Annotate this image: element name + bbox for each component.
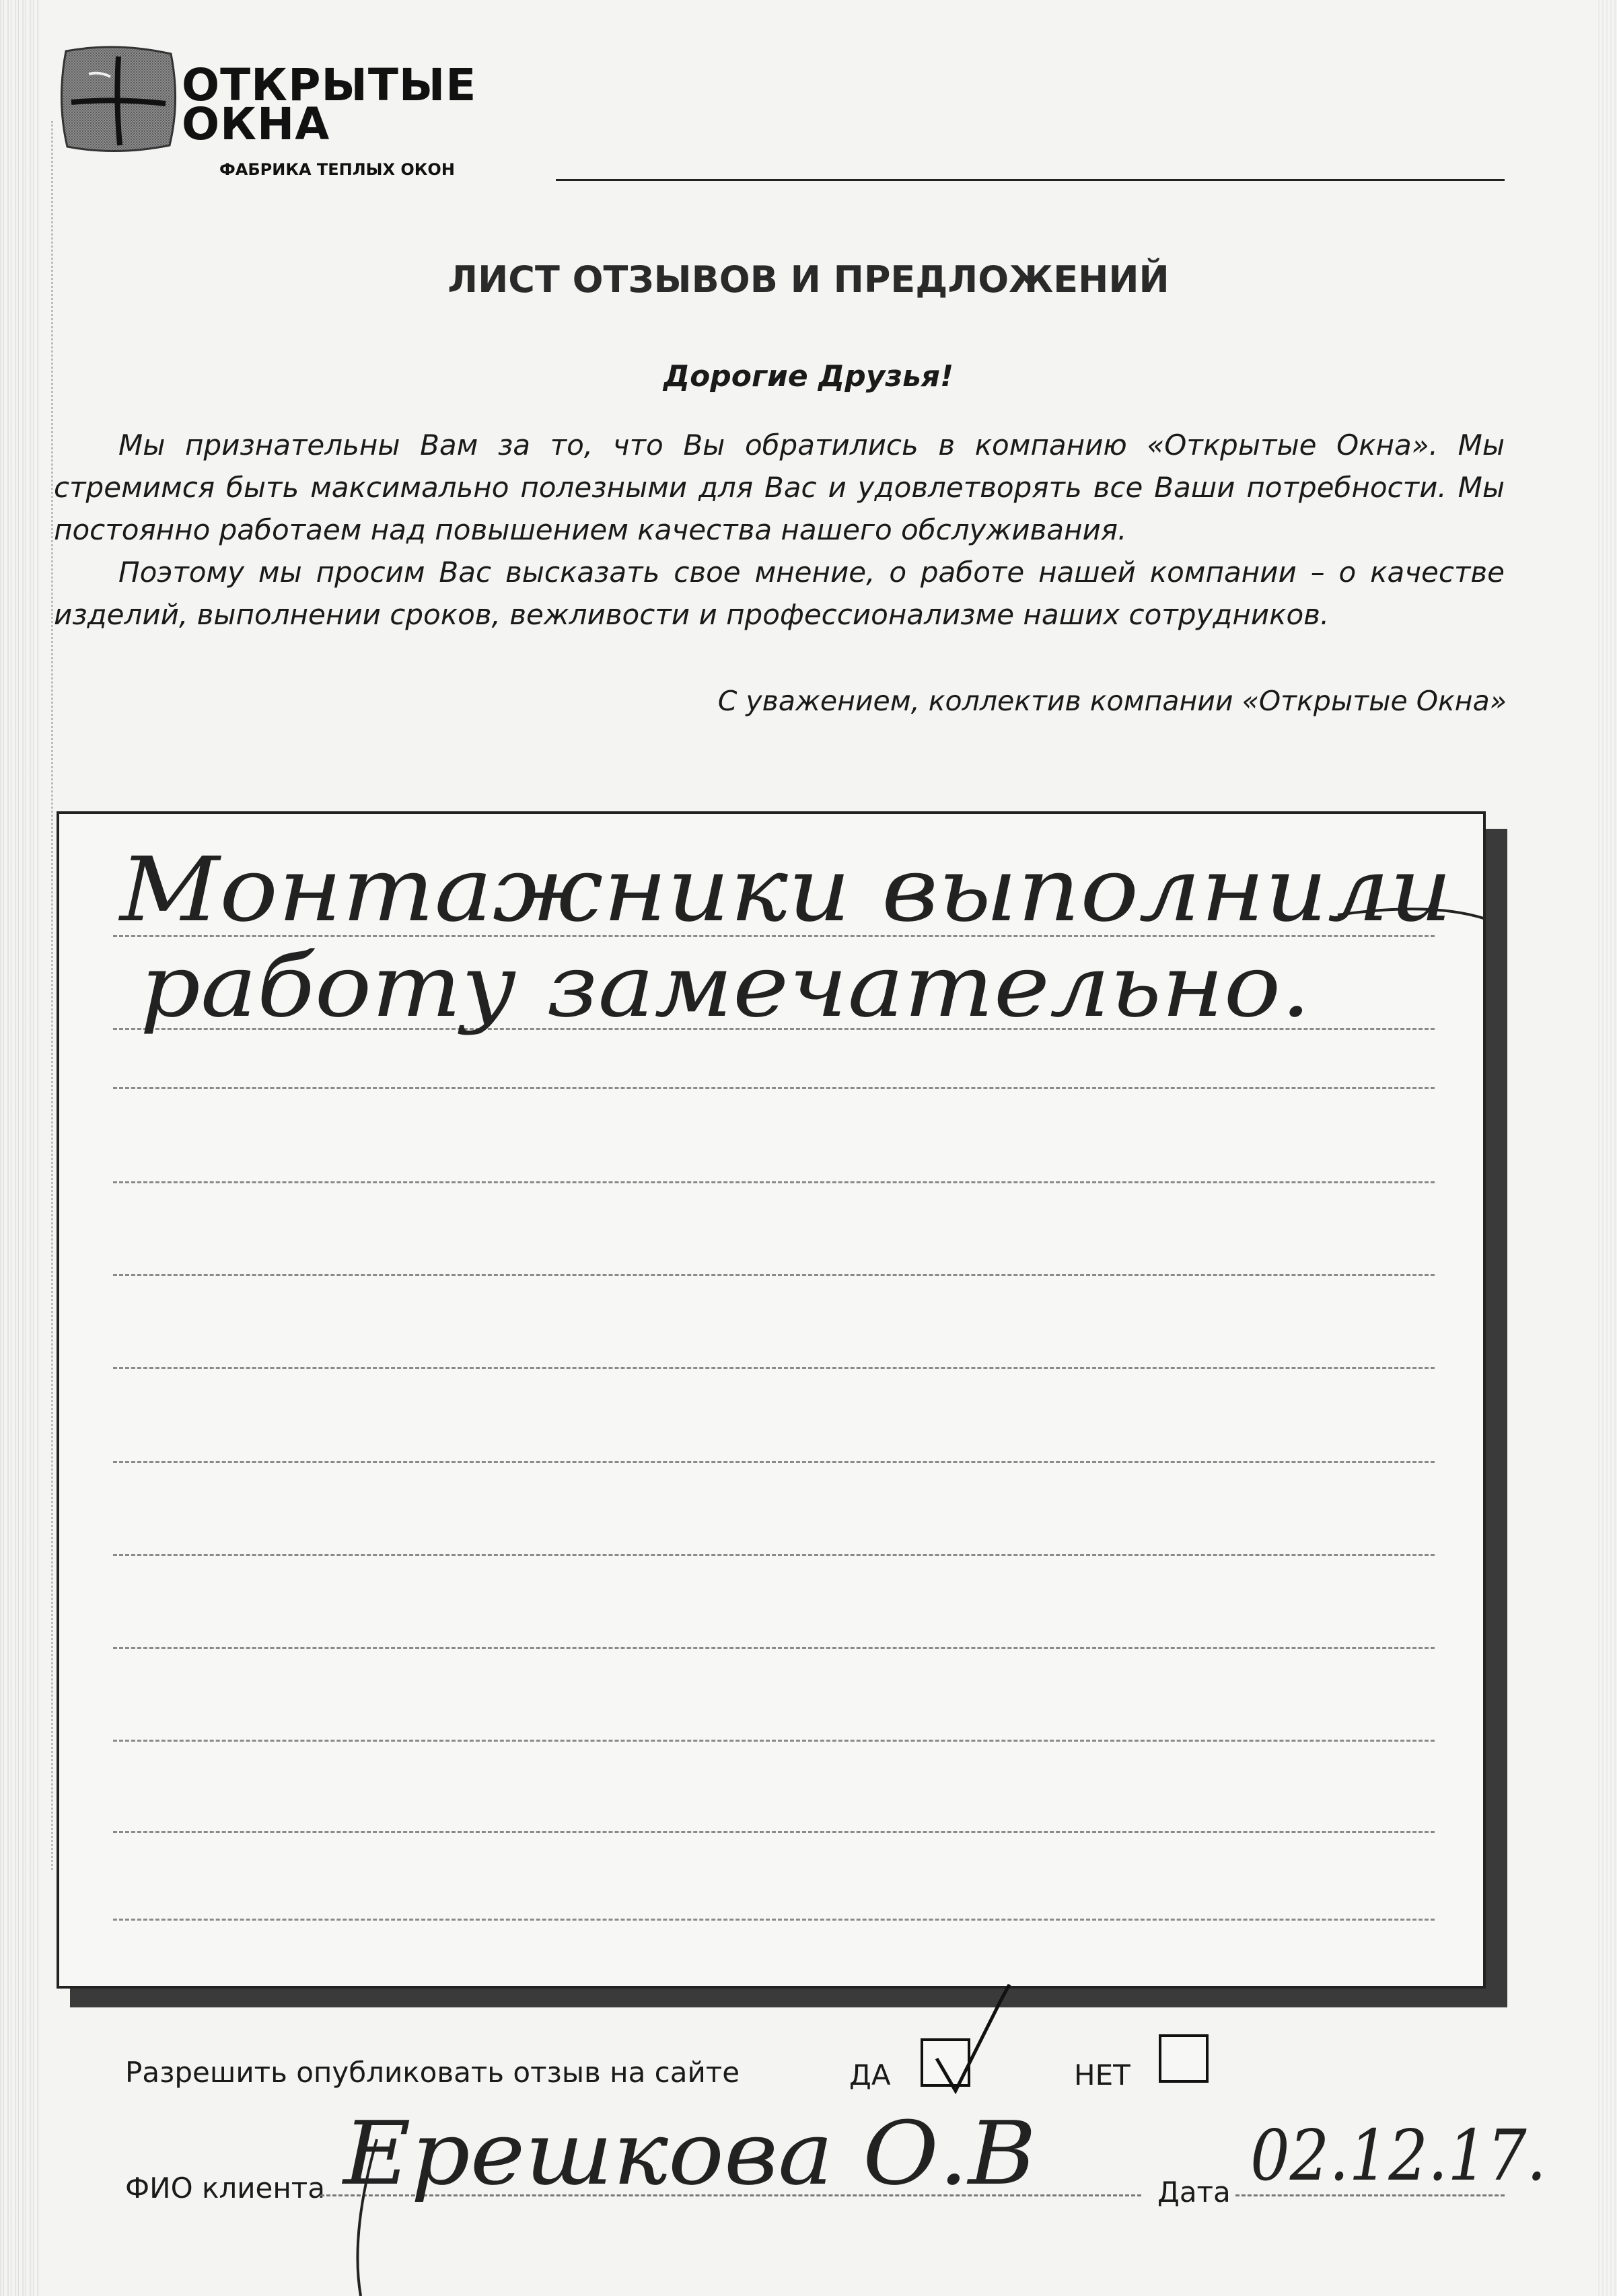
handwritten-feedback <box>59 814 1488 1991</box>
ruled-line <box>113 1087 1435 1089</box>
client-name-label: ФИО клиента <box>125 2172 325 2205</box>
handwritten-line-1: Монтажники выполнили <box>118 838 1452 942</box>
logo-line-2: ОКНА <box>182 98 330 150</box>
intro-text <box>54 424 1505 636</box>
yes-label: ДА <box>849 2059 891 2091</box>
ruled-line <box>113 1367 1435 1369</box>
intro-paragraph-2: Поэтому мы просим Вас высказать свое мнение, о работе нашей компании – о качестве изделий, выполнении сроков, вежливости и профессионализме наших сотрудников. <box>54 556 1505 631</box>
date-handwritten: 02.12.17. <box>1250 2114 1546 2196</box>
signoff: С уважением, коллектив компании «Открытые Окна» <box>717 685 1507 717</box>
date-label: Дата <box>1157 2176 1231 2209</box>
client-name-handwritten: Ерешкова О.В <box>341 2102 1036 2205</box>
ruled-line <box>113 1647 1435 1649</box>
no-label: НЕТ <box>1074 2059 1130 2091</box>
ruled-line <box>113 1740 1435 1742</box>
publish-permission-label: Разрешить опубликовать отзыв на сайте <box>125 2056 740 2089</box>
ruled-line <box>113 1461 1435 1463</box>
logo-line-1: ОТКРЫТЫЕ <box>182 59 477 111</box>
company-logo-text <box>182 59 477 150</box>
ruled-line <box>113 1181 1435 1183</box>
intro-paragraph-1: Мы признательны Вам за то, что Вы обратились в компанию «Открытые Окна». Мы стремимся быть максимально полезными для Вас и удовлетворять все Ваши потребности. Мы постоянно работаем над повышением качества нашего обслуживания. <box>54 429 1505 546</box>
handwritten-footer <box>0 1937 1617 2296</box>
ruled-line <box>113 1274 1435 1276</box>
logo-subtitle: ФАБРИКА ТЕПЛЫХ ОКОН <box>219 160 455 179</box>
checkmark-icon <box>937 1985 1009 2091</box>
form-title: ЛИСТ ОТЗЫВОВ И ПРЕДЛОЖЕНИЙ <box>447 258 1170 301</box>
ruled-line <box>113 1831 1435 1833</box>
window-pane-icon <box>52 44 180 157</box>
feedback-box[interactable] <box>57 811 1486 1989</box>
greeting: Дорогие Друзья! <box>663 359 954 394</box>
header-divider <box>556 179 1505 181</box>
ruled-line <box>113 1919 1435 1921</box>
handwritten-line-2: работу замечательно. <box>140 936 1311 1037</box>
ruled-line <box>113 1028 1435 1030</box>
ruled-line <box>113 1554 1435 1556</box>
ruled-line <box>113 935 1435 937</box>
